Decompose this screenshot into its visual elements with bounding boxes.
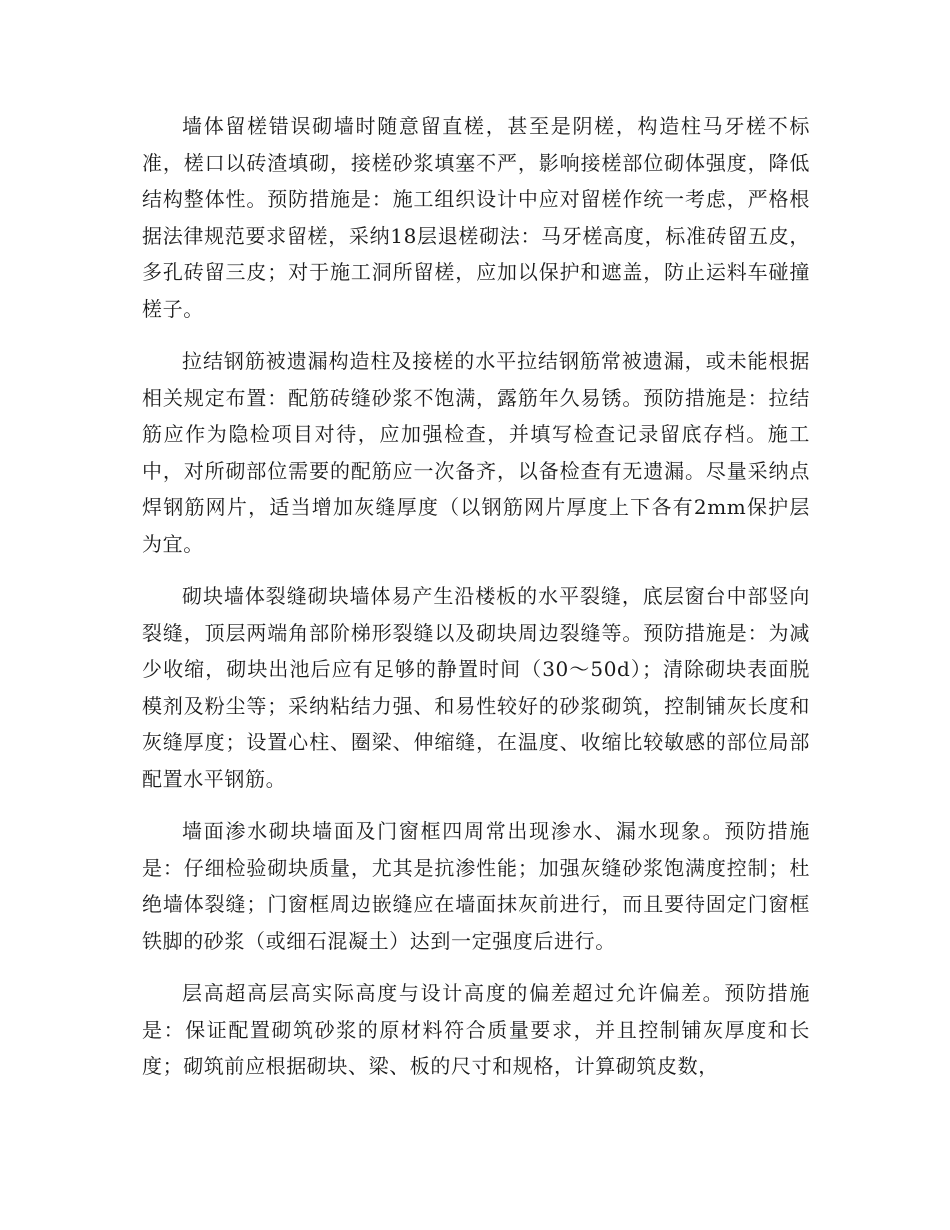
- paragraph-wall-seepage: 墙面渗水砌块墙面及门窗框四周常出现渗水、漏水现象。预防措施是：仔细检验砌块质量，尤其是抗渗性能；加强灰缝砂浆饱满度控制；杜绝墙体裂缝；门窗框周边嵌缝应在墙面抹灰前进行，而且要待固定门窗框铁脚的砂浆（或细石混凝土）达到一定强度后进行。: [142, 819, 810, 953]
- document-body: [142, 108, 810, 1101]
- paragraph-block-wall-cracks: 砌块墙体裂缝砌块墙体易产生沿楼板的水平裂缝，底层窗台中部竖向裂缝，顶层两端角部阶梯形裂缝以及砌块周边裂缝等。预防措施是：为减少收缩，砌块出池后应有足够的静置时间（30～50d）；清除砌块表面脱模剂及粉尘等；采纳粘结力强、和易性较好的砂浆砌筑，控制铺灰长度和灰缝厚度；设置心柱、圈梁、伸缩缝，在温度、收缩比较敏感的部位局部配置水平钢筋。: [142, 584, 810, 791]
- paragraph-tie-bars-omitted: 拉结钢筋被遗漏构造柱及接槎的水平拉结钢筋常被遗漏，或未能根据相关规定布置：配筋砖缝砂浆不饱满，露筋年久易锈。预防措施是：拉结筋应作为隐检项目对待，应加强检查，并填写检查记录留底存档。施工中，对所砌部位需要的配筋应一次备齐，以备检查有无遗漏。尽量采纳点焊钢筋网片，适当增加灰缝厚度（以钢筋网片厚度上下各有2mm保护层为宜。: [142, 349, 810, 556]
- paragraph-storey-height-excess: 层高超高层高实际高度与设计高度的偏差超过允许偏差。预防措施是：保证配置砌筑砂浆的原材料符合质量要求，并且控制铺灰厚度和长度；砌筑前应根据砌块、梁、板的尺寸和规格，计算砌筑皮数，: [142, 981, 810, 1078]
- paragraph-wall-toothing-errors: 墙体留槎错误砌墙时随意留直槎，甚至是阴槎，构造柱马牙槎不标准，槎口以砖渣填砌，接槎砂浆填塞不严，影响接槎部位砌体强度，降低结构整体性。预防措施是：施工组织设计中应对留槎作统一考虑，严格根据法律规范要求留槎，采纳18层退槎砌法：马牙槎高度，标准砖留五皮，多孔砖留三皮；对于施工洞所留槎，应加以保护和遮盖，防止运料车碰撞槎子。: [142, 114, 810, 321]
